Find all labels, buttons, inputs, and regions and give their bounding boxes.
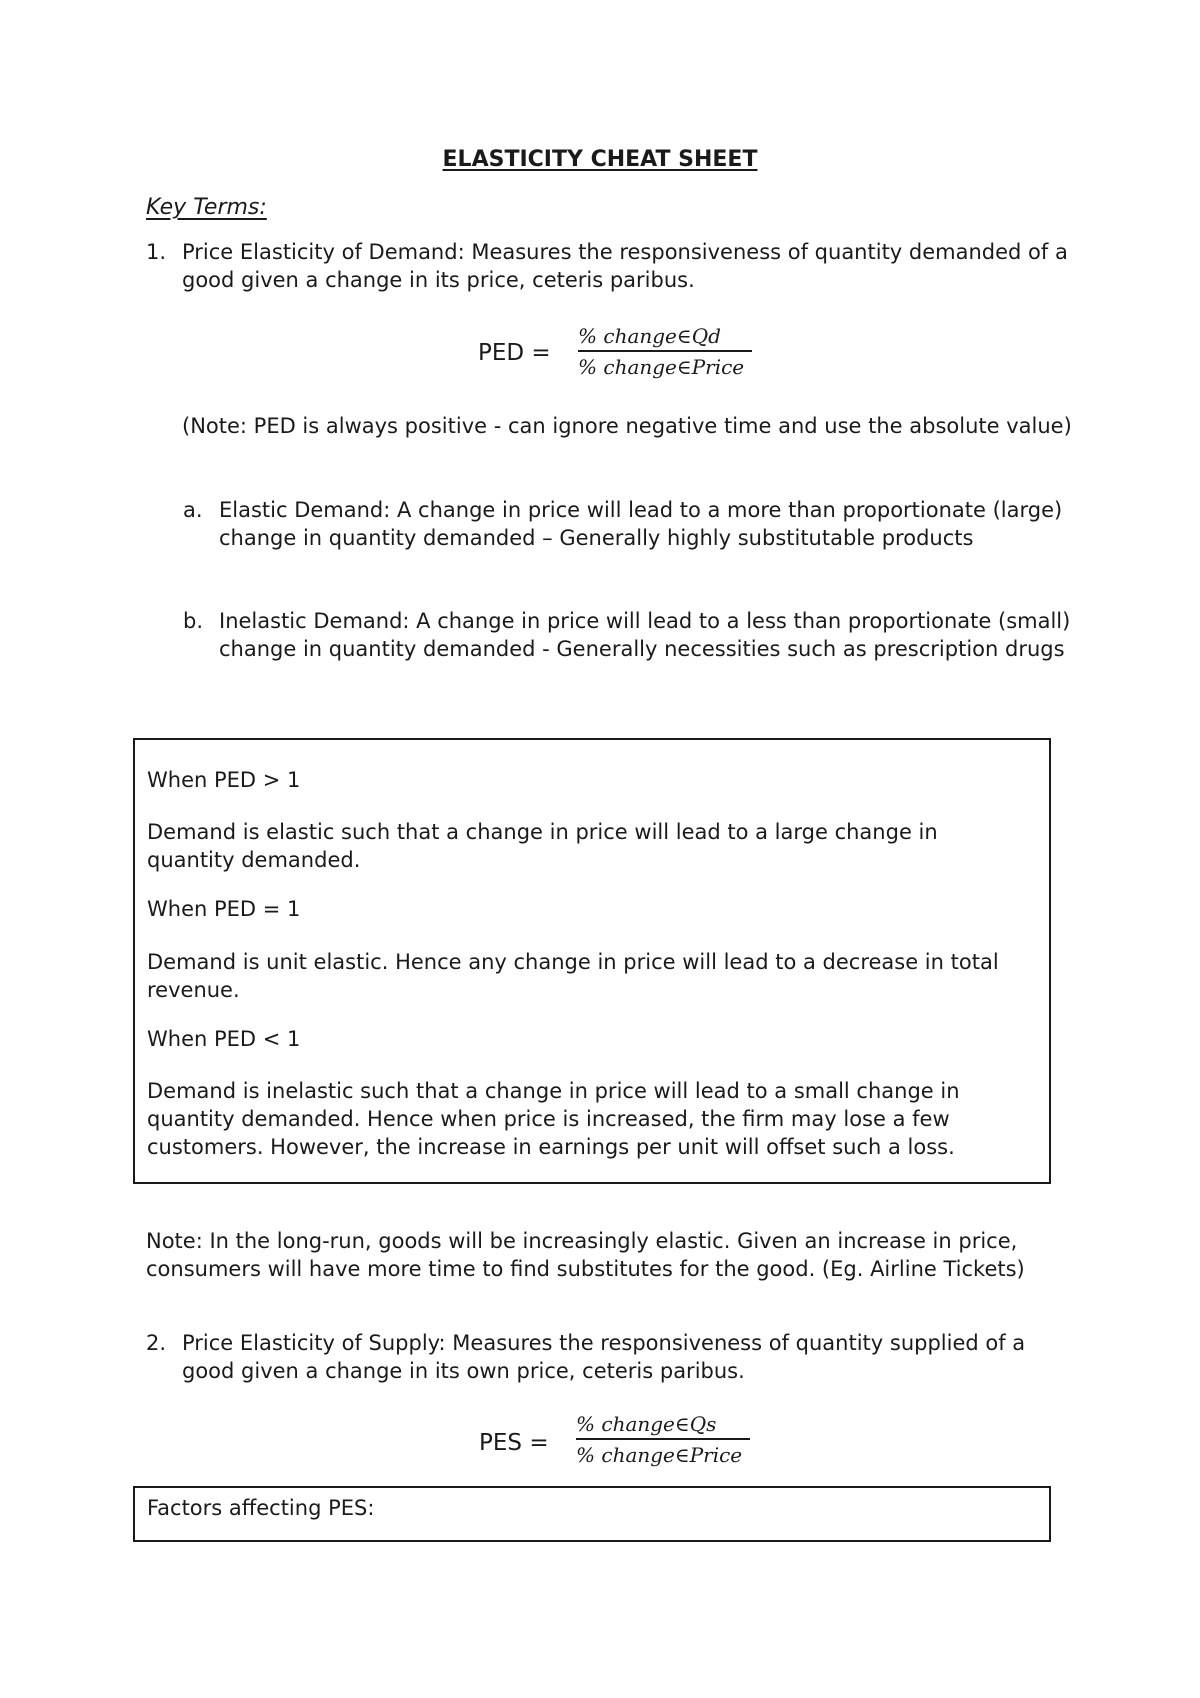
ped-denominator: % change∈Price [578,355,745,379]
ped-equal-heading: When PED = 1 [147,897,301,921]
ped-definition: Price Elasticity of Demand: Measures the responsiveness of quantity demanded of a good given a change in its price, ceteris paribus. [182,240,1068,292]
pes-fraction [576,1410,750,1468]
item-number-1: 1. [146,240,167,264]
ped-formula-lhs: PED = [478,340,551,366]
pes-factors-heading: Factors affecting PES: [147,1496,375,1520]
ped-numerator: % change∈Qd [578,324,721,348]
item-number-2: 2. [146,1331,167,1355]
ped-summary-box [133,738,1051,1184]
ped-note: (Note: PED is always positive - can ignore negative time and use the absolute value) [182,414,1072,438]
sub-item-letter-b: b. [183,609,204,633]
ped-fraction [578,322,752,380]
ped-greater-text: Demand is elastic such that a change in price will lead to a large change in quantity demanded. [147,820,938,872]
ped-greater-heading: When PED > 1 [147,768,301,792]
sub-item-letter-a: a. [183,498,203,522]
ped-equal-text: Demand is unit elastic. Hence any change in price will lead to a decrease in total revenue. [147,950,999,1002]
pes-factors-box [133,1486,1051,1542]
pes-definition: Price Elasticity of Supply: Measures the responsiveness of quantity supplied of a good given a change in its own price, ceteris paribus. [182,1331,1026,1383]
ped-less-text: Demand is inelastic such that a change in price will lead to a small change in quantity demanded. Hence when price is increased, the firm may lose a few customers. However, the increase in earnings per unit will offset such a loss. [147,1079,960,1159]
inelastic-demand-definition: Inelastic Demand: A change in price will lead to a less than proportionate (small) change in quantity demanded - Generally necessities such as prescription drugs [219,609,1071,661]
pes-numerator: % change∈Qs [576,1412,717,1436]
key-terms-heading: Key Terms: [146,195,267,220]
long-run-note: Note: In the long-run, goods will be increasingly elastic. Given an increase in price, consumers will have more time to find substitutes for the good. (Eg. Airline Tickets) [146,1229,1025,1281]
page-title: ELASTICITY CHEAT SHEET [442,147,758,172]
ped-less-heading: When PED < 1 [147,1027,301,1051]
pes-formula-lhs: PES = [479,1430,549,1456]
pes-denominator: % change∈Price [576,1443,743,1467]
elastic-demand-definition: Elastic Demand: A change in price will lead to a more than proportionate (large) change in quantity demanded – Generally highly substitutable products [219,498,1063,550]
